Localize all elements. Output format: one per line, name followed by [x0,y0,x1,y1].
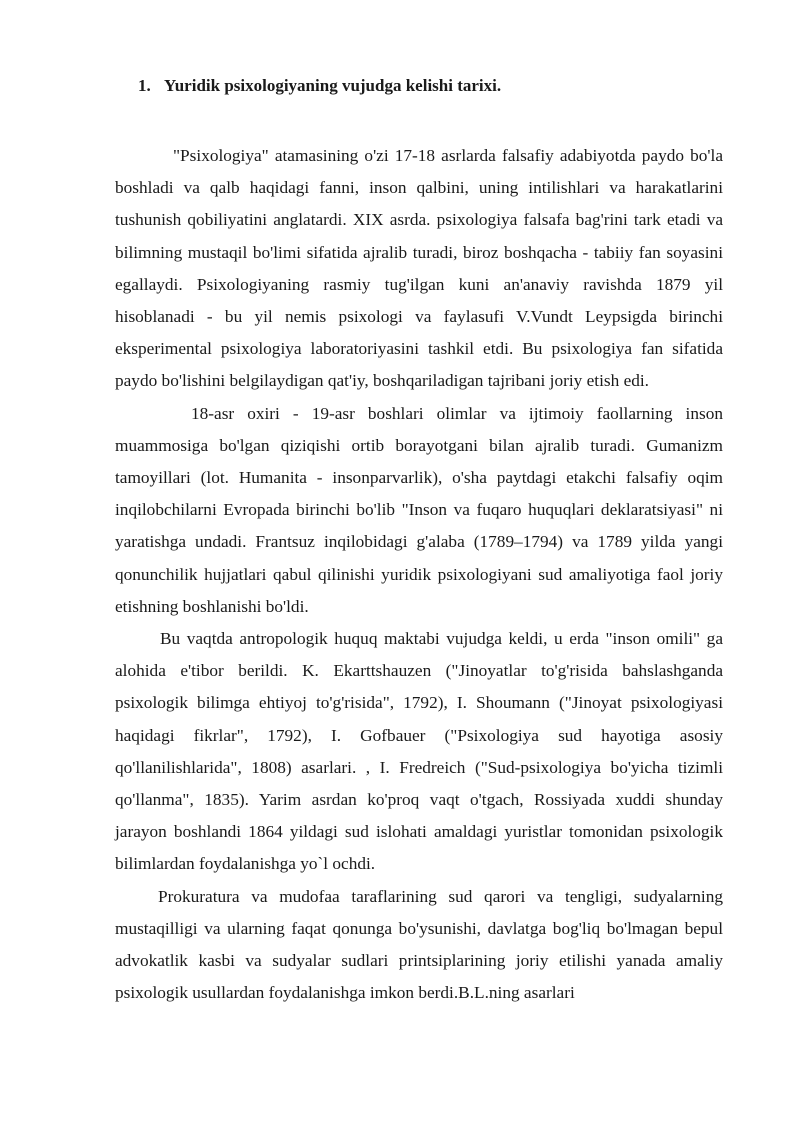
section-title: Yuridik psixologiyaning vujudga kelishi tarixi. [164,76,502,95]
section-heading [138,76,501,96]
section-number: 1. [138,76,151,95]
paragraph-1: "Psixologiya" atamasining o'zi 17-18 asrlarda falsafiy adabiyotda paydo bo'la boshladi va qalb haqidagi fanni, inson qalbini, uning intilishlari va harakatlarini tushunish qobiliyatini anglatardi. XIX asrda. psixologiya falsafa bag'rini tark etadi va bilimning mustaqil bo'limi sifatida ajralib turadi, biroz boshqacha - tabiiy fan soyasini egallaydi. Psixologiyaning rasmiy tug'ilgan kuni an'anaviy ravishda 1879 yil hisoblanadi - bu yil nemis psixologi va faylasufi V.Vundt Leypsigda birinchi eksperimental psixologiya laboratoriyasini tashkil etdi. Bu psixologiya fan sifatida paydo bo'lishini belgilaydigan qat'iy, boshqariladigan tajribani joriy etish edi. [115,146,723,391]
body-text [115,140,723,1009]
paragraph-3: Bu vaqtda antropologik huquq maktabi vujudga keldi, u erda "inson omili" ga alohida e'tibor berildi. K. Ekarttshauzen ("Jinoyatlar to'g'risida bahslashganda psixologik bilimga ehtiyoj to'g'risida", 1792), I. Shoumann ("Jinoyat psixologiyasi haqidagi fikrlar", 1792), I. Gofbauer ("Psixologiya sud hayotiga asosiy qo'llanilishlarida", 1808) asarlari. , I. Fredreich ("Sud-psixologiya bo'yicha tizimli qo'llanma", 1835). Yarim asrdan ko'proq vaqt o'tgach, Rossiyada xuddi shunday jarayon boshlandi 1864 yildagi sud islohati amaldagi yuristlar tomonidan psixologik bilimlardan foydalanishga yo`l ochdi. [115,629,723,874]
paragraph-2: 18-asr oxiri - 19-asr boshlari olimlar va ijtimoiy faollarning inson muammosiga bo'lgan qiziqishi ortib borayotgani bilan ajralib turadi. Gumanizm tamoyillari (lot. Humanita - insonparvarlik), o'sha paytdagi etakchi falsafiy oqim inqilobchilarni Evropada birinchi bo'lib "Inson va fuqaro huquqlari deklaratsiyasi" ni yaratishga undadi. Frantsuz inqilobidagi g'alaba (1789–1794) va 1789 yilda yangi qonunchilik hujjatlari qabul qilinishi yuridik psixologiyani sud amaliyotiga faol joriy etishning boshlanishi bo'ldi. [115,403,723,616]
paragraph-4: Prokuratura va mudofaa taraflarining sud qarori va tengligi, sudyalarning mustaqilligi va ularning faqat qonunga bo'ysunishi, davlatga bog'liq bo'lmagan bepul advokatlik kasbi va sudyalar sudlari printsiplarining joriy etilishi yanada amaliy psixologik usullardan foydalanishga imkon berdi.B.L.ning asarlari [115,886,723,1003]
